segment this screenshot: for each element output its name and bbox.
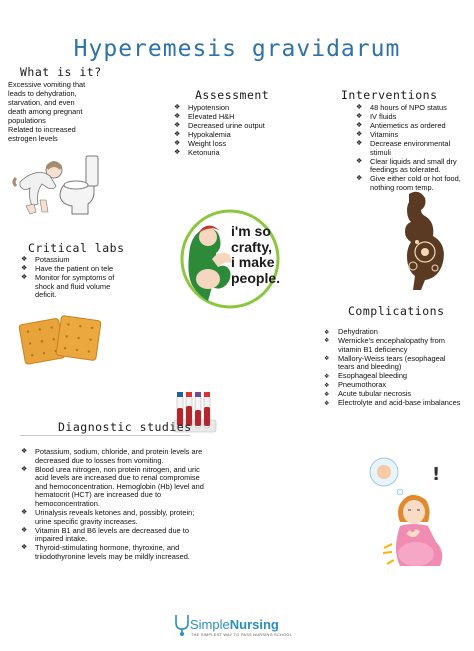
interventions-item: ❖ 48 hours of NPO status (356, 103, 447, 112)
assessment-list (173, 104, 273, 158)
bullet-icon: ❖ (324, 329, 330, 336)
complications-item: ❖ Electrolyte and acid-base imbalances (324, 398, 461, 408)
complications-item: ❖ Dehydration (324, 327, 378, 336)
diagnostic-list (20, 448, 208, 562)
interventions-item: ❖ Antiemetics as ordered (356, 120, 446, 130)
assessment-item: ❖ Elevated H&H (174, 111, 235, 121)
stethoscope-icon (172, 613, 192, 637)
assessment-item: ❖ Decreased urine output (174, 120, 265, 130)
critical-labs-item: ❖ Potassium (21, 255, 70, 264)
bullet-icon: ❖ (324, 356, 330, 363)
pregnant-woman-silhouette (395, 190, 445, 290)
diagnostic-item: ❖ Urinalysis reveals ketones and, possibly, protein; urine specific gravity increases. (21, 507, 195, 526)
brand-part2: Nursing (229, 617, 279, 632)
bullet-icon: ❖ (174, 139, 181, 147)
interventions-item: ❖ Clear liquids and small dry feedings as tolerated. (356, 156, 457, 175)
assessment-item: ❖ Hypokalemia (174, 129, 231, 139)
badge-line: i make (231, 254, 275, 270)
assessment-heading: Assessment (195, 88, 270, 102)
what-is-it-line: populations (8, 116, 46, 125)
bullet-icon: ❖ (356, 104, 363, 111)
complications-item: ❖ Esophageal bleeding (324, 371, 408, 381)
page-title: Hyperemesis gravidarum (73, 36, 401, 62)
what-is-it-line: leads to dehydration, (8, 89, 77, 98)
complications-item: ❖ Mallory-Weiss tears (esophageal tears and bleeding) (324, 353, 446, 372)
bullet-icon: ❖ (324, 382, 330, 389)
bullet-icon: ❖ (324, 373, 330, 380)
bullet-icon: ❖ (21, 448, 28, 455)
bullet-icon: ❖ (21, 508, 28, 516)
what-is-it-text (8, 80, 108, 143)
bullet-icon: ❖ (21, 526, 28, 534)
interventions-item: ❖ IV fluids (356, 111, 397, 121)
bullet-icon: ❖ (356, 112, 363, 120)
bullet-icon: ❖ (174, 112, 181, 120)
bullet-icon: ❖ (174, 121, 181, 129)
diagnostic-item: ❖ Thyroid-stimulating hormone, thyroxine, and triiodothyronine levels may be mildly increased. (21, 543, 190, 561)
interventions-list (355, 104, 470, 193)
bullet-icon: ❖ (21, 465, 28, 473)
bullet-icon: ❖ (356, 157, 363, 165)
bullet-icon: ❖ (21, 264, 28, 272)
bullet-icon: ❖ (324, 338, 330, 345)
assessment-item: ❖ Ketonuria (174, 147, 220, 157)
critical-labs-item: ❖ Have the patient on tele (21, 263, 114, 273)
bullet-icon: ❖ (21, 544, 28, 552)
interventions-item: ❖ Vitamins (356, 129, 399, 139)
bullet-icon: ❖ (324, 400, 330, 407)
bullet-icon: ❖ (174, 130, 181, 138)
what-is-it-heading: What is it? (20, 65, 102, 79)
diagnostic-item: ❖ Blood urea nitrogen, non protein nitrogen, and uric acid levels are increased due to renal compromise and hemoconcentration. Hemoglobin (Hb) level and hematocrit (HCT) are increased due to hemoconcentration. (21, 464, 204, 508)
complications-list (323, 328, 463, 408)
assessment-item: ❖ Weight loss (174, 138, 227, 148)
nauseous-pregnant-woman-illustration (358, 452, 458, 572)
svg-text:!: ! (432, 464, 441, 485)
complications-item: ❖ Pneumothorax (324, 380, 387, 390)
what-is-it-line: Excessive vomiting that (8, 80, 86, 89)
brand-tagline: THE SIMPLEST WAY TO PASS NURSING SCHOOL (191, 633, 293, 637)
interventions-item: ❖ Decrease environmental stimuli (356, 138, 451, 157)
critical-labs-heading: Critical labs (28, 241, 125, 255)
bullet-icon: ❖ (21, 256, 28, 263)
complications-item: ❖ Wernicke's encephalopathy from vitamin B1 deficiency (324, 335, 445, 354)
what-is-it-line: estrogen levels (8, 134, 58, 143)
critical-labs-item: ❖ Monitor for symptoms of shock and fluid volume deficit. (21, 272, 115, 300)
interventions-item: ❖ Give either cold or hot food, nothing room temp. (356, 174, 461, 192)
what-is-it-line: Related to increased (8, 125, 76, 134)
badge-line: crafty, (231, 238, 272, 255)
assessment-item: ❖ Hypotension (174, 103, 230, 112)
bullet-icon: ❖ (174, 148, 181, 156)
bullet-icon: ❖ (174, 104, 181, 111)
interventions-heading: Interventions (341, 88, 438, 102)
crafty-badge-text (231, 224, 280, 286)
bullet-icon: ❖ (21, 273, 28, 281)
what-is-it-line: starvation, and even (8, 98, 75, 107)
bullet-icon: ❖ (324, 391, 330, 398)
bullet-icon: ❖ (356, 121, 363, 129)
complications-item: ❖ Acute tubular necrosis (324, 389, 412, 399)
critical-labs-list (20, 256, 130, 300)
diagnostic-item: ❖ Vitamin B1 and B6 levels are decreased due to impaired intake. (21, 525, 189, 544)
crackers-illustration (18, 312, 104, 376)
complications-heading: Complications (348, 304, 445, 318)
bullet-icon: ❖ (356, 130, 363, 138)
bullet-icon: ❖ (356, 139, 363, 147)
diagnostic-heading: Diagnostic studies (58, 420, 192, 434)
divider (20, 435, 190, 436)
brand-logo (190, 617, 279, 632)
brand-part1: Simple (190, 617, 230, 632)
bullet-icon: ❖ (356, 175, 363, 183)
badge-line: i'm so (231, 223, 271, 239)
what-is-it-line: death among pregnant (8, 107, 83, 116)
diagnostic-item: ❖ Potassium, sodium, chloride, and protein levels are decreased due to losses from vomiting. (21, 447, 203, 465)
vomiting-girl-illustration (12, 148, 102, 220)
badge-line: people. (231, 269, 281, 286)
